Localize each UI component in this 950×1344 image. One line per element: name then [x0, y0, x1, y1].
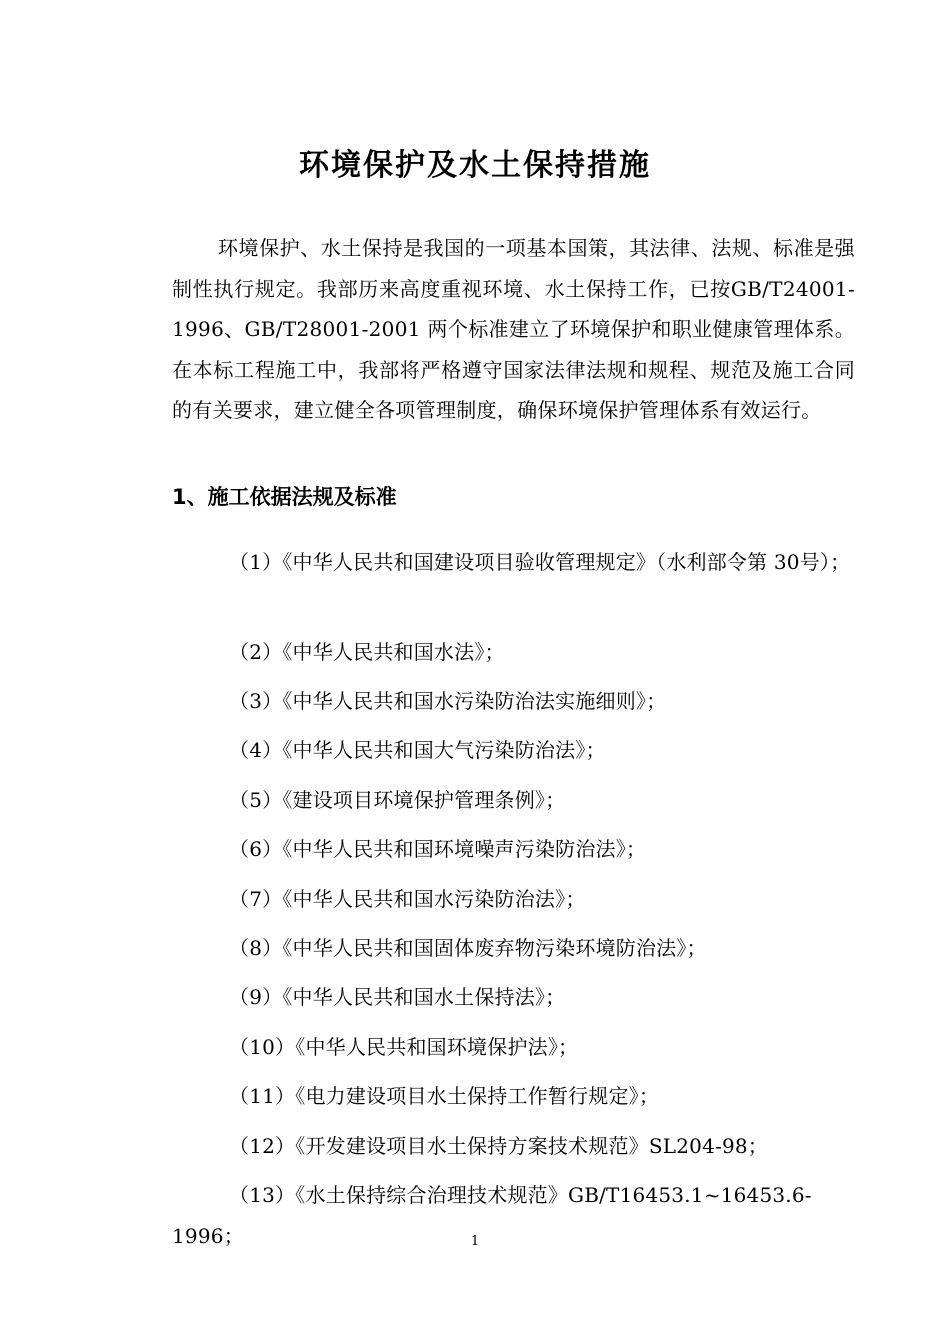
section-heading: 1、施工依据法规及标准 [172, 485, 397, 509]
regulation-item-2: （2）《中华人民共和国水法》； [229, 640, 505, 664]
regulation-item-4: （4）《中华人民共和国大气污染防治法》； [229, 738, 606, 762]
regulation-item-5: （5）《建设项目环境保护管理条例》； [229, 788, 566, 812]
regulation-item-3: （3）《中华人民共和国水污染防治法实施细则》； [229, 689, 667, 713]
regulation-item-13: （13）《水土保持综合治理技术规范》GB/T16453.1~16453.6-1996； [172, 1183, 812, 1248]
page-number: 1 [470, 1234, 480, 1249]
regulation-item-10: （10）《中华人民共和国环境保护法》； [229, 1035, 579, 1059]
regulation-item-8: （8）《中华人民共和国固体废弃物污染环境防治法》； [229, 936, 707, 960]
document-title: 环境保护及水土保持措施 [299, 148, 651, 183]
regulation-item-6: （6）《中华人民共和国环境噪声污染防治法》； [229, 837, 647, 861]
regulation-item-12: （12）《开发建设项目水土保持方案技术规范》SL204-98； [229, 1134, 769, 1158]
regulation-item-11: （11）《电力建设项目水土保持工作暂行规定》； [229, 1084, 660, 1108]
regulation-item-1: （1）《中华人民共和国建设项目验收管理规定》（水利部令第 30号）； [229, 550, 851, 574]
intro-paragraph: 环境保护、水土保持是我国的一项基本国策，其法律、法规、标准是强制性执行规定。我部历来高度重视环境、水土保持工作，已按GB/T24001-1996、GB/T28001-2001 两个标准建立了环境保护和职业健康管理体系。在本标工程施工中，我部将严格遵守国家法律法规和规程、规范及施工合同的有关要求，建立健全各项管理制度，确保环境保护管理体系有效运行。 [172, 236, 855, 422]
regulation-item-7: （7）《中华人民共和国水污染防治法》； [229, 887, 586, 911]
regulation-item-9: （9）《中华人民共和国水土保持法》； [229, 985, 566, 1009]
